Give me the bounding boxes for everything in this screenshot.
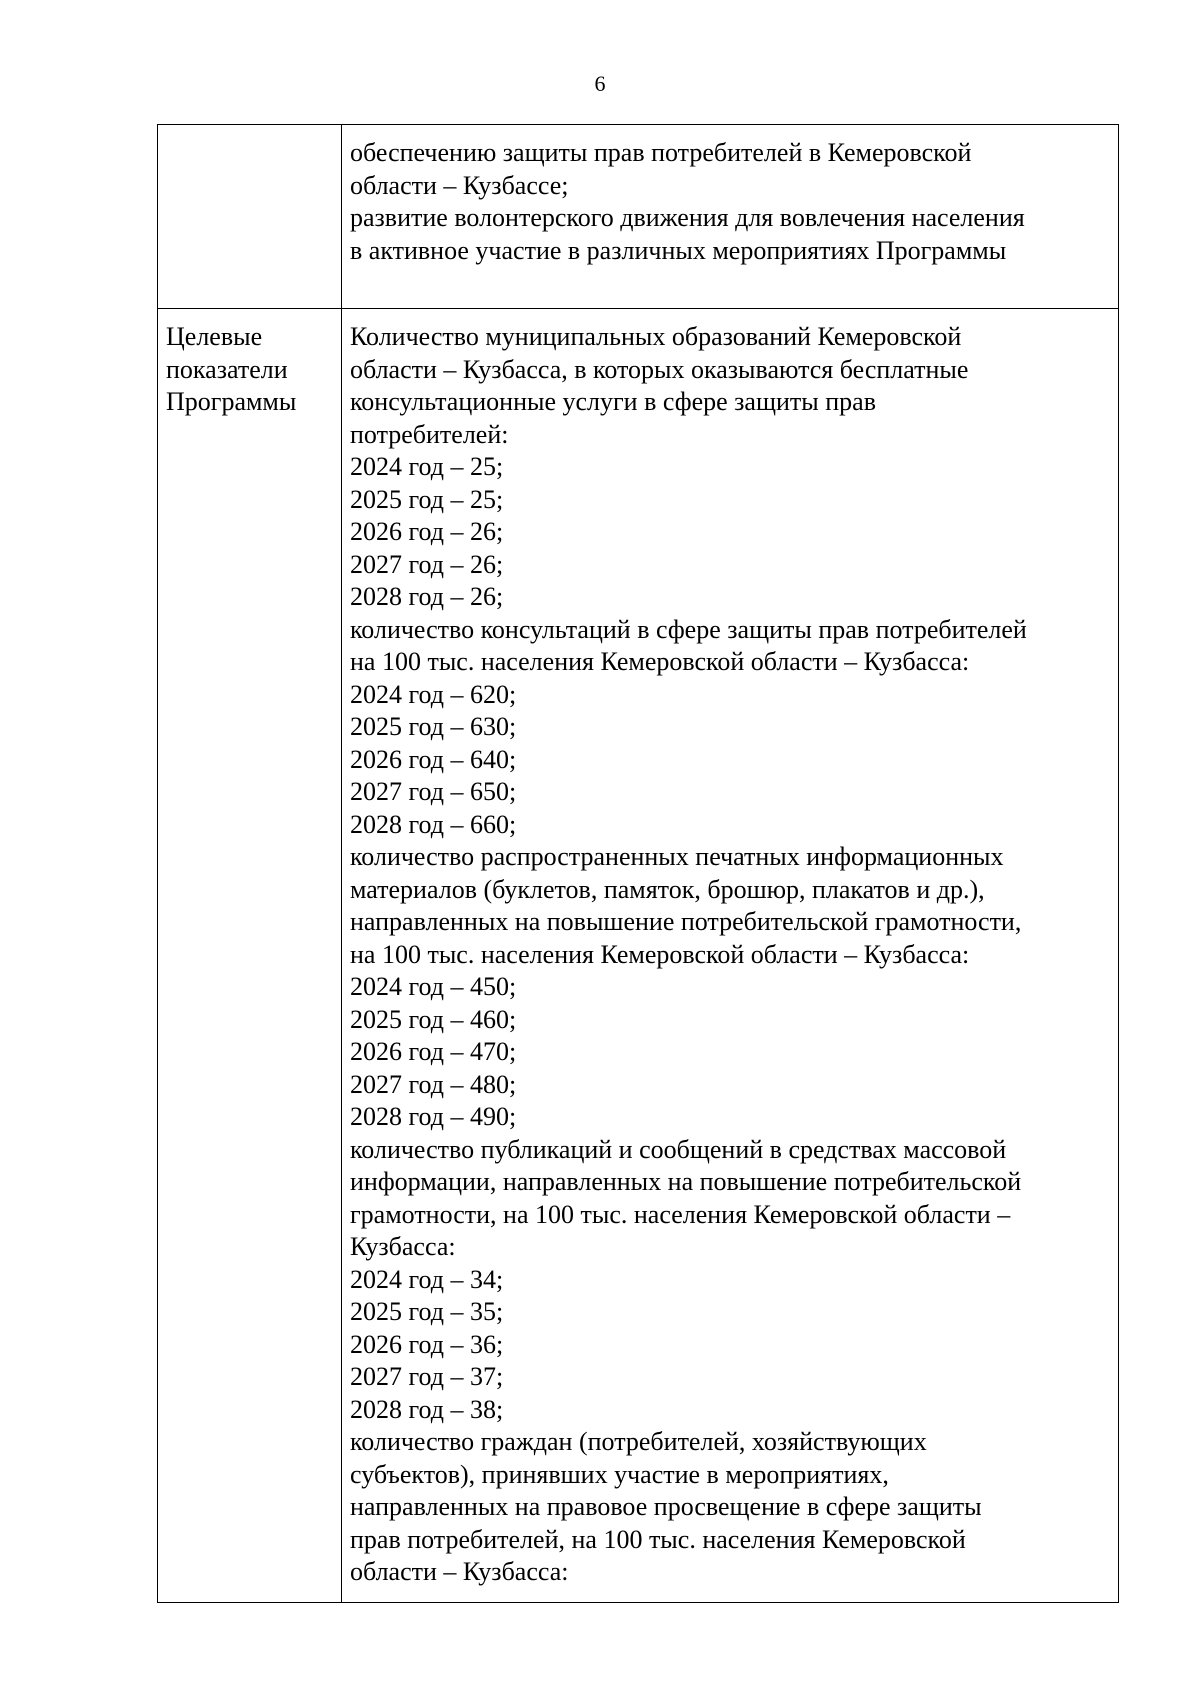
row-content-tasks <box>342 125 1119 309</box>
text-line: материалов (буклетов, памяток, брошюр, плакатов и др.), <box>350 874 985 904</box>
label-line: показатели <box>166 354 288 384</box>
page-number: 6 <box>594 71 606 96</box>
text-line: направленных на повышение потребительской грамотности, <box>350 907 1022 936</box>
text-line: Кузбасса: <box>350 1232 456 1261</box>
text-line: области – Кузбасса: <box>350 1557 569 1586</box>
text-line: 2024 год – 34; <box>350 1264 504 1294</box>
text-line: количество публикаций и сообщений в средствах массовой <box>350 1134 1007 1164</box>
row-label-empty <box>158 125 342 309</box>
text-line: области – Кузбасса, в которых оказываются бесплатные <box>350 354 969 384</box>
text-line: 2027 год – 37; <box>350 1362 504 1391</box>
text-line: 2027 год – 480; <box>350 1069 517 1099</box>
row-label-target-indicators <box>158 309 342 1603</box>
row-content-target-indicators <box>342 309 1119 1603</box>
text-line: количество распространенных печатных информационных <box>350 842 1004 871</box>
table-row-tasks <box>158 125 1119 309</box>
text-line: 2024 год – 450; <box>350 972 517 1001</box>
text-line: количество консультаций в сфере защиты прав потребителей <box>350 614 1027 644</box>
text-line: 2028 год – 660; <box>350 809 517 839</box>
text-line: 2026 год – 640; <box>350 744 517 774</box>
text-line: обеспечению защиты прав потребителей в Кемеровской <box>350 138 972 167</box>
text-line: 2028 год – 26; <box>350 582 504 611</box>
text-line: 2025 год – 25; <box>350 484 504 514</box>
text-line: направленных на правовое просвещение в сфере защиты <box>350 1492 982 1521</box>
text-line: на 100 тыс. населения Кемеровской области – Кузбасса: <box>350 647 970 676</box>
text-line: 2024 год – 25; <box>350 452 504 481</box>
text-line: прав потребителей, на 100 тыс. населения Кемеровской <box>350 1524 966 1554</box>
text-line: в активное участие в различных мероприятиях Программы <box>350 235 1007 265</box>
text-line: субъектов), принявших участие в мероприятиях, <box>350 1459 889 1489</box>
label-line: Целевые <box>166 322 263 351</box>
text-line: 2024 год – 620; <box>350 679 517 709</box>
text-line: количество граждан (потребителей, хозяйствующих <box>350 1427 927 1456</box>
text-line: на 100 тыс. населения Кемеровской области – Кузбасса: <box>350 939 970 969</box>
text-line: 2026 год – 36; <box>350 1329 504 1359</box>
text-line: области – Кузбассе; <box>350 170 569 200</box>
label-line: Программы <box>166 387 297 416</box>
text-line: развитие волонтерского движения для вовлечения населения <box>350 203 1025 232</box>
text-line: грамотности, на 100 тыс. населения Кемеровской области – <box>350 1199 1011 1229</box>
table-row-target-indicators <box>158 309 1119 1603</box>
text-line: 2026 год – 26; <box>350 517 504 546</box>
text-line: 2028 год – 38; <box>350 1394 504 1424</box>
text-line: 2025 год – 630; <box>350 712 517 741</box>
text-line: консультационные услуги в сфере защиты прав <box>350 387 876 416</box>
text-line: 2025 год – 35; <box>350 1297 504 1326</box>
text-line: 2025 год – 460; <box>350 1004 517 1034</box>
text-line: 2027 год – 650; <box>350 777 517 806</box>
text-line: информации, направленных на повышение потребительской <box>350 1167 1022 1196</box>
text-line: 2027 год – 26; <box>350 549 504 579</box>
text-line: 2026 год – 470; <box>350 1037 517 1066</box>
passport-table <box>157 124 1119 1603</box>
text-line: Количество муниципальных образований Кемеровской <box>350 322 962 351</box>
text-line: 2028 год – 490; <box>350 1102 517 1131</box>
text-line: потребителей: <box>350 419 509 449</box>
